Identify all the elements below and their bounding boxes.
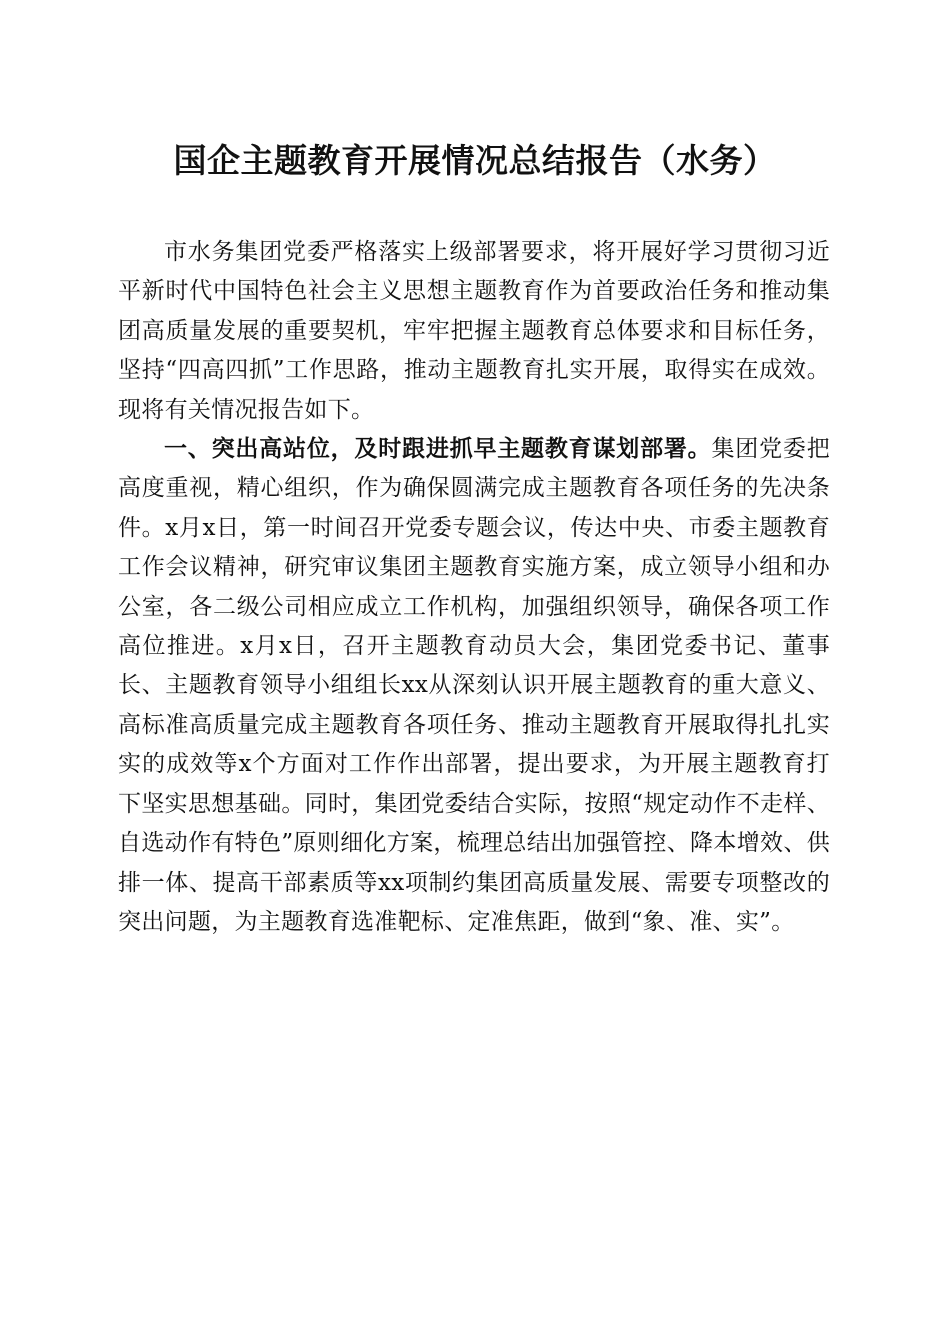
page-title: 国企主题教育开展情况总结报告（水务） [173,141,777,180]
section-1-paragraph [118,430,830,942]
intro-paragraph: 市水务集团党委严格落实上级部署要求，将开展好学习贯彻习近平新时代中国特色社会主义思想主题教育作为首要政治任务和推动集团高质量发展的重要契机，牢牢把握主题教育总体要求和目标任务，坚持“四高四抓”工作思路，推动主题教育扎实开展，取得实在成效。现将有关情况报告如下。 [118,239,830,423]
section-1-body: 集团党委把高度重视，精心组织，作为确保圆满完成主题教育各项任务的先决条件。x月x日，第一时间召开党委专题会议，传达中央、市委主题教育工作会议精神，研究审议集团主题教育实施方案，成立领导小组和办公室，各二级公司相应成立工作机构，加强组织领导，确保各项工作高位推进。x月x日，召开主题教育动员大会，集团党委书记、董事长、主题教育领导小组组长xx从深刻认识开展主题教育的重大意义、高标准高质量完成主题教育各项任务、推动主题教育开展取得扎扎实实的成效等x个方面对工作作出部署，提出要求，为开展主题教育打下坚实思想基础。同时，集团党委结合实际，按照“规定动作不走样、自选动作有特色”原则细化方案，梳理总结出加强管控、降本增效、供排一体、提高干部素质等xx项制约集团高质量发展、需要专项整改的突出问题，为主题教育选准靶标、定准焦距，做到“象、准、实”。 [118,436,830,935]
section-1-heading: 一、突出高站位，及时跟进抓早主题教育谋划部署。 [164,436,712,463]
document-body [118,233,830,942]
